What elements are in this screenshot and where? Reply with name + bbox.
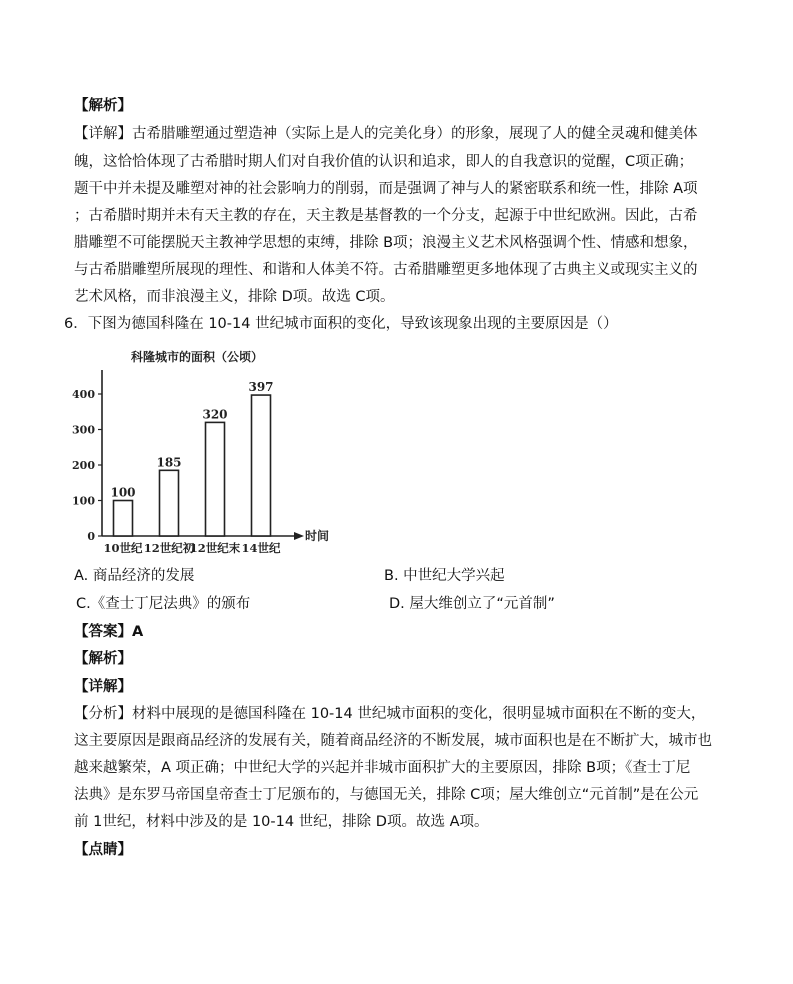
data-label-3: 397 (248, 380, 274, 395)
y-tick-label-0: 0 (87, 530, 95, 543)
option-b: B. 中世纪大学兴起 (384, 568, 505, 584)
y-tick-label-4: 400 (72, 388, 95, 401)
category-label-0: 10世纪 (103, 541, 143, 555)
detail-line-6: 与古希腊雕塑所展现的理性、和谐和人体美不符。古希腊雕塑更多地体现了古典主义或现实主义的 (74, 262, 698, 278)
x-axis-arrow (294, 532, 304, 540)
bar-2 (206, 422, 225, 536)
chart-title: 科隆城市的面积（公顷） (130, 350, 264, 364)
question-stem: 6．下图为德国科隆在 10-14 世纪城市面积的变化，导致该现象出现的主要原因是（） (64, 316, 618, 332)
detail-line-5: 腊雕塑不可能摆脱天主教神学思想的束缚，排除 B项；浪漫主义艺术风格强调个性、情感和想象， (74, 235, 698, 251)
y-tick-label-2: 200 (72, 459, 95, 472)
analysis-line-5: 前 1世纪，材料中涉及的是 10-14 世纪，排除 D项。故选 A项。 (74, 814, 489, 830)
analysis-line-4: 法典》是东罗马帝国皇帝查士丁尼颁布的，与德国无关，排除 C项；屋大维创立“元首制”是在公元 (74, 787, 699, 803)
bar-0 (114, 501, 133, 537)
analysis-line-2: 这主要原因是跟商品经济的发展有关，随着商品经济的不断发展，城市面积也是在不断扩大，城市也 (74, 733, 712, 749)
data-label-2: 320 (202, 407, 228, 422)
answer: 【答案】A (74, 624, 144, 640)
jiexi-label-2: 【解析】 (74, 651, 132, 667)
y-tick-label-1: 100 (72, 494, 95, 508)
dianjing-label: 【点睛】 (74, 842, 132, 858)
option-d: D. 屋大维创立了“元首制” (389, 596, 555, 612)
bar-3 (252, 395, 271, 536)
detail-line-1: 【详解】古希腊雕塑通过塑造神（实际上是人的完美化身）的形象，展现了人的健全灵魂和健美体 (74, 126, 698, 142)
category-label-1: 12世纪初 (143, 541, 195, 555)
detail-line-2: 魄，这恰恰体现了古希腊时期人们对自我价值的认识和追求，即人的自我意识的觉醒，C项正确； (74, 154, 694, 170)
analysis-line-3: 越来越繁荣，A 项正确；中世纪大学的兴起并非城市面积扩大的主要原因，排除 B项；《查士丁尼 (74, 760, 691, 776)
category-label-2: 12世纪末 (189, 541, 241, 555)
analysis-line-1: 【分析】材料中展现的是德国科隆在 10-14 世纪城市面积的变化，很明显城市面积在不断的变大， (74, 706, 706, 722)
category-label-3: 14世纪 (241, 541, 281, 555)
option-a: A. 商品经济的发展 (74, 568, 195, 584)
jiexi-label: 【解析】 (74, 98, 132, 114)
data-label-1: 185 (156, 455, 182, 470)
data-label-0: 100 (110, 485, 136, 500)
detail-line-4: ；古希腊时期并未有天主教的存在，天主教是基督教的一个分支，起源于中世纪欧洲。因此，古希 (74, 208, 698, 224)
bar-1 (160, 470, 179, 536)
x-axis-label: 时间 (304, 529, 330, 543)
y-tick-label-3: 300 (72, 423, 95, 437)
bar-chart (72, 344, 342, 560)
option-c: C.《查士丁尼法典》的颁布 (76, 596, 251, 612)
detail-line-7: 艺术风格，而非浪漫主义，排除 D项。故选 C项。 (74, 289, 395, 305)
detail-line-3: 题干中并未提及雕塑对神的社会影响力的削弱，而是强调了神与人的紧密联系和统一性，排除 A项 (74, 181, 698, 197)
xiangjie-label: 【详解】 (74, 679, 132, 695)
